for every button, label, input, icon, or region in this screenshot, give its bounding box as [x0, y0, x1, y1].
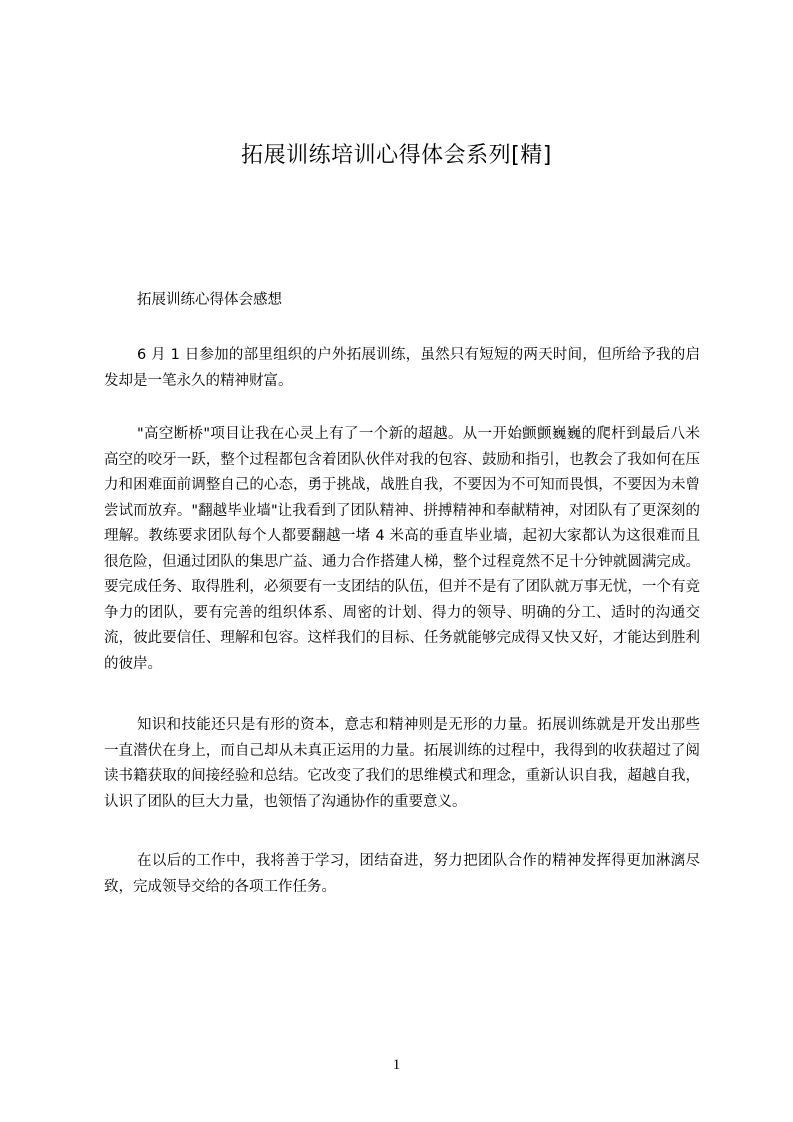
- page-number: 1: [392, 1057, 401, 1073]
- paragraph-projects: "高空断桥"项目让我在心灵上有了一个新的超越。从一开始颤颤巍巍的爬杆到最后八米高空的咬牙一跃，整个过程都包含着团队伙伴对我的包容、鼓励和指引，也教会了我如何在压力和困难面前调整自己的心态，勇于挑战，战胜自我，不要因为不可知而畏惧，不要因为未曾尝试而放弃。"翻越毕业墙"让我看到了团队精神、拼搏精神和奉献精神，对团队有了更深刻的理解。教练要求团队每个人都要翻越一堵 4 米高的垂直毕业墙，起初大家都认为这很难而且很危险，但通过团队的集思广益、通力合作搭建人梯，整个过程竟然不足十分钟就圆满完成。要完成任务、取得胜利，必须要有一支团结的队伍，但并不是有了团队就万事无忧，一个有竞争力的团队，要有完善的组织体系、周密的计划、得力的领导、明确的分工、适时的沟通交流，彼此要信任、理解和包容。这样我们的目标、任务就能够完成得又快又好，才能达到胜利的彼岸。: [104, 426, 700, 672]
- section-heading: 拓展训练心得体会感想: [137, 292, 282, 308]
- document-title: 拓展训练培训心得体会系列[精]: [241, 143, 552, 168]
- paragraph-future-work: 在以后的工作中，我将善于学习，团结奋进，努力把团队合作的精神发挥得更加淋漓尽致，完成领导交给的各项工作任务。: [104, 853, 700, 895]
- paragraph-knowledge: 知识和技能还只是有形的资本，意志和精神则是无形的力量。拓展训练就是开发出那些一直潜伏在身上，而自己却从未真正运用的力量。拓展训练的过程中，我得到的收获超过了阅读书籍获取的间接经验和总结。它改变了我们的思维模式和理念，重新认识自我，超越自我，认识了团队的巨大力量，也领悟了沟通协作的重要意义。: [104, 717, 700, 810]
- paragraph-intro: 6 月 1 日参加的部里组织的户外拓展训练，虽然只有短短的两天时间，但所给予我的启发却是一笔永久的精神财富。: [104, 347, 700, 389]
